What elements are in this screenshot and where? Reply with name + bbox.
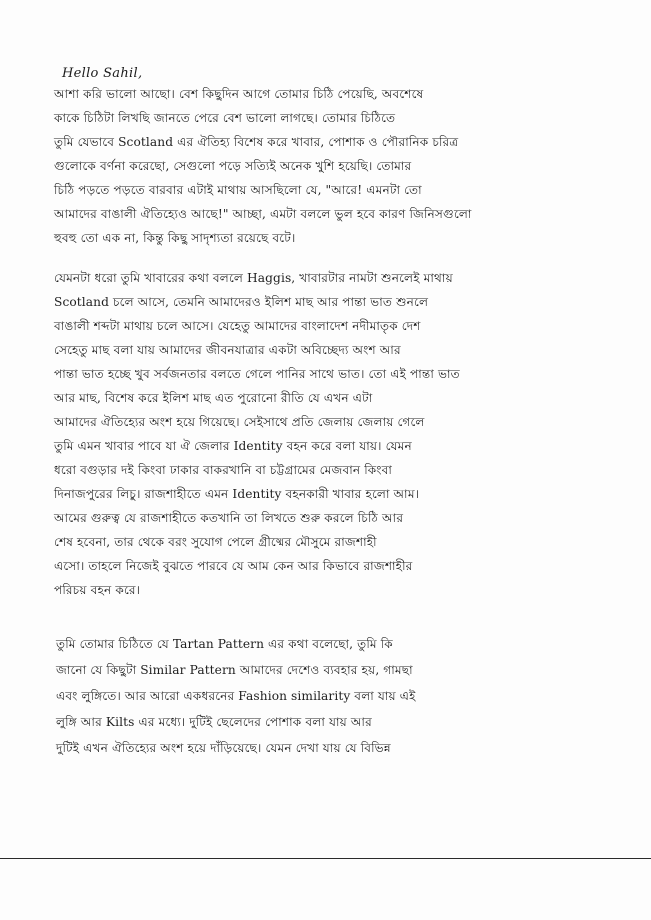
letter-line: পরিচয় বহন করে।: [54, 583, 141, 597]
letter-line: শেষ হবেনা, তার থেকে বরং সুযোগ পেলে গ্রীষ্মের মৌসুমে রাজশাহী: [54, 535, 377, 549]
letter-line: আমাদের বাঙালী ঐতিহ্যেও আছে!" আচ্ছা, এমটা বললে ভুল হবে কারণ জিনিসগুলো: [54, 207, 472, 221]
letter-line: লুঙ্গি আর Kilts এর মধ্যে। দুটিই ছেলেদের পোশাক বলা যায় আর: [56, 715, 372, 729]
letter-line: আমের গুরুত্ব যে রাজশাহীতে কতখানি তা লিখতে শুরু করলে চিঠি আর: [54, 511, 404, 525]
letter-line: সেহেতু মাছ বলা যায় আমাদের জীবনযাত্রার একটা অবিচ্ছেদ্য অংশ আর: [54, 343, 401, 357]
letter-line: গুলোকে বর্ণনা করেছো, সেগুলো পড়ে সত্যিই অনেক খুশি হয়েছি। তোমার: [54, 159, 412, 173]
letter-greeting: Hello Sahil,: [62, 66, 143, 81]
letter-line: যেমনটা ধরো তুমি খাবারের কথা বললে Haggis, খাবারটার নামটা শুনলেই মাথায়: [54, 271, 453, 285]
letter-line: দিনাজপুরের লিচু। রাজশাহীতে এমন Identity বহনকারী খাবার হলো আম।: [54, 487, 420, 501]
letter-line: হুবহু তো এক না, কিন্তু কিছু সাদৃশ্যতা রয়েছে বটে।: [54, 231, 296, 245]
letter-line: তুমি তোমার চিঠিতে যে Tartan Pattern এর কথা বলেছো, তুমি কি: [56, 637, 393, 651]
letter-line: আর মাছ, বিশেষ করে ইলিশ মাছ এত পুরোনো রীতি যে এখন এটা: [54, 391, 373, 405]
letter-line: বাঙালী শব্দটা মাথায় চলে আসে। যেহেতু আমাদের বাংলাদেশ নদীমাতৃক দেশ: [54, 319, 421, 333]
letter-line: দুটিই এখন ঐতিহ্যের অংশ হয়ে দাঁড়িয়েছে। যেমন দেখা যায় যে বিভিন্ন: [56, 741, 391, 755]
letter-line: এবং লুঙ্গিতে। আর আরো একধরনের Fashion similarity বলা যায় এই: [56, 689, 416, 703]
letter-line: তুমি এমন খাবার পাবে যা ঐ জেলার Identity বহন করে বলা যায়। যেমন: [54, 439, 412, 453]
letter-line: জানো যে কিছুটা Similar Pattern আমাদের দেশেও ব্যবহার হয়, গামছা: [56, 663, 413, 677]
letter-line: কাকে চিঠিটা লিখছি জানতে পেরে বেশ ভালো লাগছে। তোমার চিঠিতে: [54, 111, 396, 125]
letter-line: পান্তা ভাত হচ্ছে খুব সর্বজনতার বলতে গেলে পানির সাথে ভাত। তো এই পান্তা ভাত: [54, 367, 460, 381]
letter-line: চিঠি পড়তে পড়তে বারবার এটাই মাথায় আসছিলো যে, "আরে! এমনটা তো: [54, 183, 422, 197]
page-bottom-rule: [0, 858, 651, 859]
letter-line: আমাদের ঐতিহ্যের অংশ হয়ে গিয়েছে। সেইসাথে প্রতি জেলায় জেলায় গেলে: [54, 415, 425, 429]
letter-line: তুমি যেভাবে Scotland এর ঐতিহ্য বিশেষ করে খাবার, পোশাক ও পৌরানিক চরিত্র: [54, 135, 459, 149]
letter-line: Scotland চলে আসে, তেমনি আমাদেরও ইলিশ মাছ আর পান্তা ভাত শুনলে: [54, 295, 429, 309]
letter-line: আশা করি ভালো আছো। বেশ কিছুদিন আগে তোমার চিঠি পেয়েছি, অবশেষে: [54, 87, 424, 101]
letter-line: ধরো বগুড়ার দই কিংবা ঢাকার বাকরখানি বা চট্টগ্রামের মেজবান কিংবা: [54, 463, 393, 477]
letter-line: এসো। তাহলে নিজেই বুঝতে পারবে যে আম কেন আর কিভাবে রাজশাহীর: [54, 559, 413, 573]
